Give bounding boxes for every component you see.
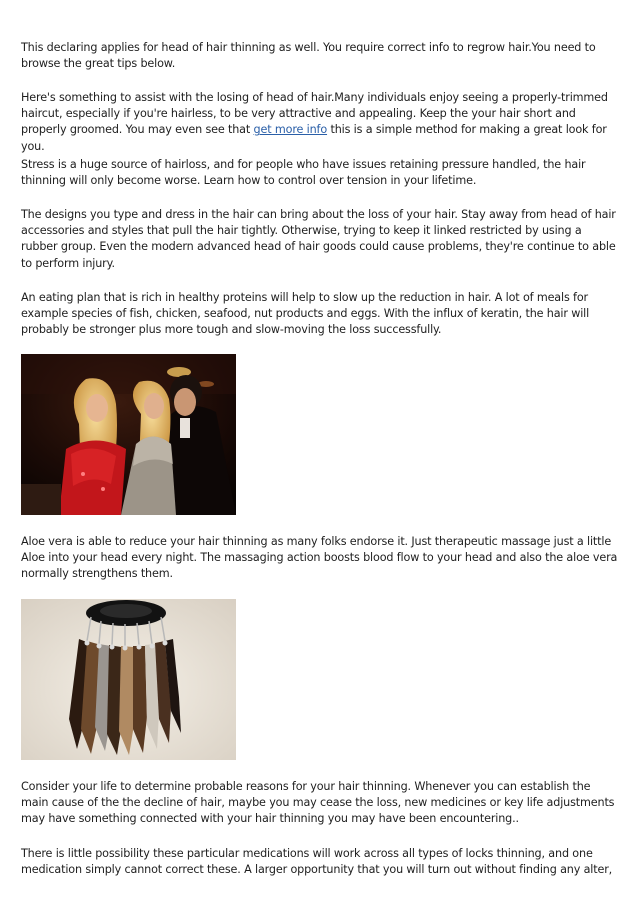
photo-three-people [21,354,236,515]
paragraph-life-reasons: Consider your life to determine probable reasons for your hair thinning. Whenever you can establish the main cause of the the decline of hair, maybe you may cease the loss, new medicines or key life adjustments may have something connected with your hair thinning you may have been encountering.. [21,780,615,826]
paragraph-styles: The designs you type and dress in the hair can bring about the loss of your hair. Stay away from head of hair accessories and styles that pull the hair tightly. Otherwise, trying to keep it linked restricted by using a rubber group. Even the modern advanced head of hair goods could cause problems, they're continue to able to perform injury. [21,208,616,270]
paragraph-haircut [21,90,619,155]
get-more-info-link[interactable]: get more info [253,123,328,137]
photo-hair-extensions [21,599,236,760]
paragraph-aloe-vera: Aloe vera is able to reduce your hair thinning as many folks endorse it. Just therapeutic massage just a little Aloe into your head every night. The massaging action boosts blood flow to your head and also the aloe vera normally strengthens them. [21,535,618,581]
paragraph-intro: This declaring applies for head of hair thinning as well. You require correct info to regrow hair.You need to browse the great tips below. [21,41,596,71]
paragraph-haircut-text-after: this is a simple method for making a great look for you. [21,123,607,153]
paragraph-medications: There is little possibility these particular medications will work across all types of locks thinning, and one medication simply cannot correct these. A larger opportunity that you will turn out without finding any alter, [21,847,613,877]
paragraph-stress: Stress is a huge source of hairloss, and for people who have issues retaining pressure handled, the hair thinning will only become worse. Learn how to control over tension in your lifetime. [21,158,586,188]
paragraph-haircut-text-before: Here's something to assist with the losing of head of hair.Many individuals enjoy seeing a properly-trimmed haircut, especially if you're hairless, to be very attractive and appealing. Keep the your hair short and properly groomed. You may even see that [21,91,608,137]
paragraph-diet: An eating plan that is rich in healthy proteins will help to slow up the reduction in hair. A lot of meals for example species of fish, chicken, seafood, nut products and eggs. With the influx of keratin, the hair will probably be stronger plus more tough and slow-moving the loss successfully. [21,291,590,337]
